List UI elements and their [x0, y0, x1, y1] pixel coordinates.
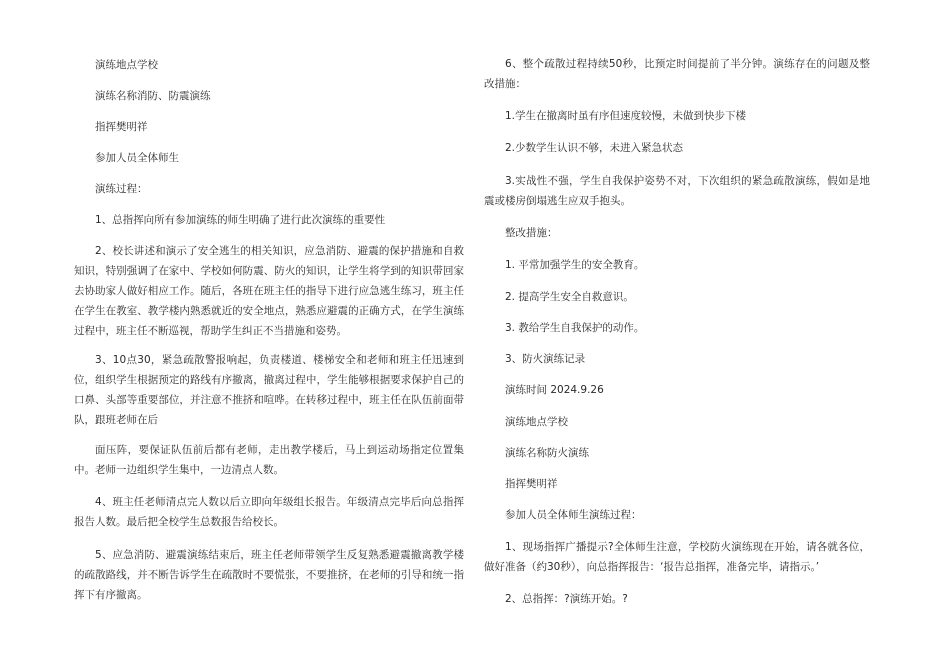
fire-step-2-paragraph: 2、总指挥：?演练开始。?	[505, 593, 628, 605]
drill-participants: 参加人员全体师生	[95, 152, 179, 164]
improvement-heading: 整改措施：	[505, 227, 558, 239]
problem-2: 2.少数学生认识不够，未进入紧急状态	[505, 142, 684, 154]
drill-process-heading: 演练过程：	[95, 183, 148, 195]
problem-3: 3.实战性不强，学生自我保护姿势不对，下次组织的紧急疏散演练，假如是地震或楼房倒塌逃生应双手抱头。	[484, 175, 870, 207]
improvement-2: 2. 提高学生安全自救意识。	[505, 291, 634, 303]
problem-1: 1.学生在撤离时虽有序但速度较慢，未做到快步下楼	[505, 110, 747, 122]
step-3-continued-paragraph: 面压阵，要保证队伍前后都有老师，走出教学楼后，马上到运动场指定位置集中。老师一边组织学生集中，一边清点人数。	[74, 444, 464, 476]
improvement-3: 3. 教给学生自我保护的动作。	[505, 322, 645, 334]
fire-drill-participants: 参加人员全体师生演练过程：	[505, 509, 642, 521]
fire-drill-name: 演练名称防火演练	[505, 447, 589, 459]
step-5-paragraph: 5、应急消防、避震演练结束后，班主任老师带领学生反复熟悉避震撤离教学楼的疏散路线，并不断告诉学生在疏散时不要慌张，不要推挤，在老师的引导和统一指挥下有序撤离。	[74, 549, 464, 601]
step-6-paragraph: 6、整个疏散过程持续50秒，比预定时间提前了半分钟。演练存在的问题及整改措施：	[484, 58, 870, 90]
improvement-1: 1. 平常加强学生的安全教育。	[505, 259, 645, 271]
drill-commander: 指挥樊明祥	[95, 121, 148, 133]
fire-drill-location: 演练地点学校	[505, 416, 568, 428]
step-2-paragraph: 2、校长讲述和演示了安全逃生的相关知识，应急消防、避震的保护措施和自救知识，特别强调了在家中、学校如何防震、防火的知识，让学生将学到的知识带回家去协助家人做好相应工作。随后，各班在班主任的指导下进行应急逃生练习，班主任在学生在教室、教学楼内熟悉就近的安全地点，熟悉应避震的正确方式，在学生演练过程中，班主任不断巡视，帮助学生纠正不当措施和姿势。	[74, 245, 464, 337]
fire-drill-commander: 指挥樊明祥	[505, 478, 558, 490]
fire-drill-record-heading: 3、防火演练记录	[505, 353, 586, 365]
step-3-paragraph: 3、10点30，紧急疏散警报响起，负责楼道、楼梯安全和老师和班主任迅速到位，组织学生根据预定的路线有序撤离，撤离过程中，学生能够根据要求保护自己的口鼻、头部等重要部位，并注意不推挤和喧哗。在转移过程中，班主任在队伍前面带队，跟班老师在后	[74, 354, 464, 426]
fire-step-1-paragraph: 1、现场指挥广播提示?全体师生注意，学校防火演练现在开始，请各就各位，做好准备（约30秒），向总指挥报告：‘报告总指挥，准备完毕，请指示。’	[484, 541, 870, 573]
step-4-paragraph: 4、班主任老师清点完人数以后立即向年级组长报告。年级清点完毕后向总指挥报告人数。最后把全校学生总数报告给校长。	[74, 496, 464, 528]
drill-name: 演练名称消防、防震演练	[95, 90, 211, 102]
drill-location: 演练地点学校	[95, 59, 158, 71]
fire-drill-time: 演练时间 2024.9.26	[505, 384, 604, 396]
step-1-paragraph: 1、总指挥向所有参加演练的师生明确了进行此次演练的重要性	[95, 214, 386, 226]
